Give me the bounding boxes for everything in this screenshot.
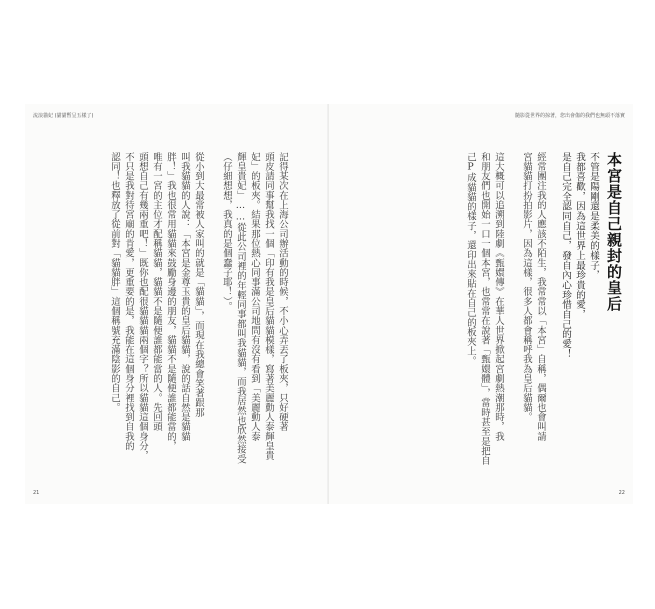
left-page bbox=[25, 104, 329, 504]
book-spread bbox=[25, 104, 633, 504]
left-page-body: 記得某次在上海公司辦活動的時候，不小心弄丟了板夾，只好硬著 頭皮請同事幫我找一個「印有我是皇后貓貓模樣，寫著美麗動人泰輝皇貴 妃」的板夾。結果那位熱心同事滿公司地問有沒有看到「美麗動人泰 輝皇貴妃」……從此公司裡的年輕同事都叫我貓貓，而我居然也欣然接受 （仔細想想，我真的是個蠢子耶！）。 從小到大最常被人家叫的就是「貓貓」，而現在我總會笑著跟那 叫我貓貓的人說：「本宮是金尊玉貴的皇后貓貓，說的話自然是貓貓 胖！」我也很常用貓貓來鼓勵身邊的朋友，貓貓不是隨便誰都能當的， 唯有一宮的主位才配稱貓貓，貓貓不是隨便誰都能當的人。先回頭 頭想自己有幾兩重吧！」既你也配很貓貓貓兩個字？所以貓貓這個身分， 不只是我對待宮廟的肯愛，更重要的是，我能在這個身分裡找到自我的 認同！也釋放了從前對「貓貓胖」這個稱號充滿陰影的自己。 bbox=[109, 152, 288, 464]
page-number-left: 21 bbox=[33, 490, 40, 496]
chapter-lead: 不管是陽剛還是柔美的樣子， 我都喜歡，因為這世界上最珍貴的愛， 是自己完全認同自己，發自內心珍惜自己的愛！ bbox=[560, 152, 599, 359]
running-head-right: 隨影從世界的掠著，您出會傷的我們也無頭不落實 bbox=[514, 113, 625, 119]
running-head-left: 流浪貓妃 (貓貓暫呈五樣了) bbox=[33, 113, 94, 119]
chapter-heading: 本宮是自己親封的皇后 bbox=[605, 152, 623, 312]
right-page bbox=[329, 104, 633, 504]
page-number-right: 22 bbox=[618, 490, 625, 496]
right-page-body: 經常團注我的人應該不陌生，我常常以「本宮」自稱，偶爾也會叫請 宮貓貓打扮拍影片，因為這樣，很多人都會稱呼我為皇后貓貓。 這大概可以追溯到陸劇《甄嬛傳》在華人世界掀起宮劇熱潮那時，我 和朋友們也開始一口一個本宮，也常常在說著「甄嬛體」，當時甚至是把自 己P成貓貓的樣子，還印出來貼在自己的板夾上。 bbox=[465, 152, 546, 466]
